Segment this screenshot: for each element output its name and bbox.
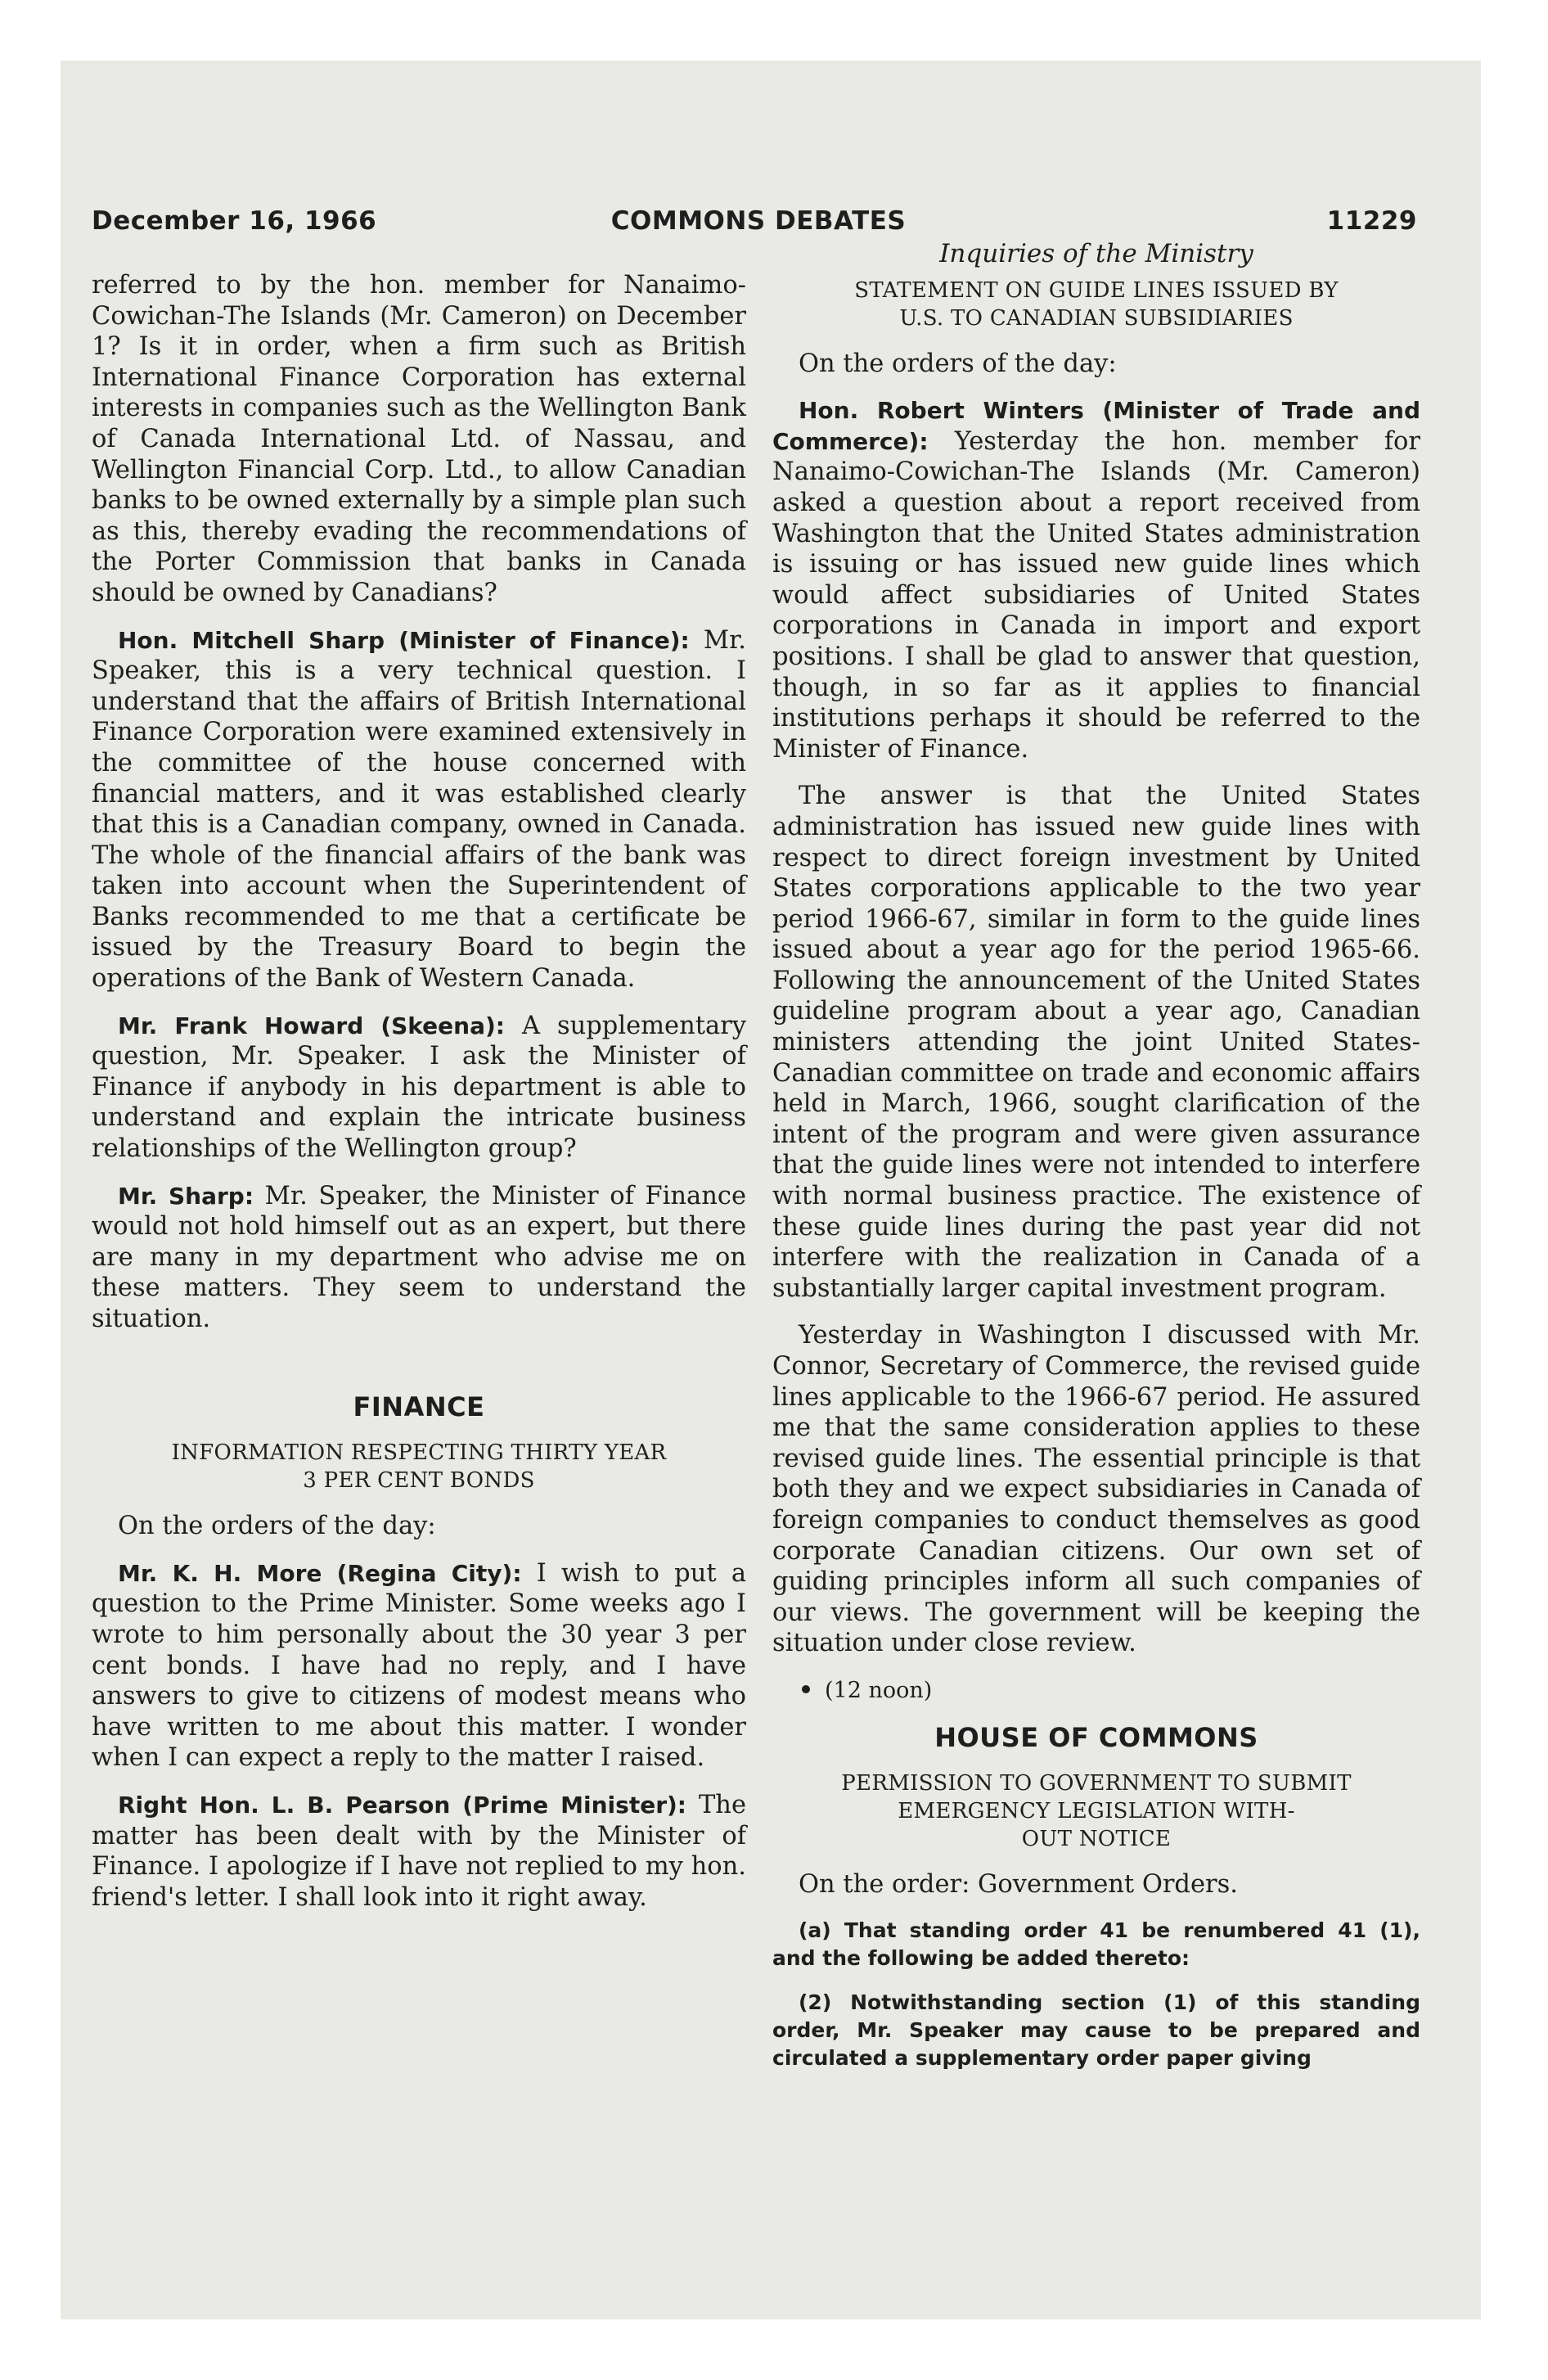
speaker-name: Hon. Mitchell Sharp (Minister of Finance): xyxy=(118,626,690,654)
subtitle-line: INFORMATION RESPECTING THIRTY YEAR xyxy=(171,1440,667,1466)
header-date: December 16, 1966 xyxy=(92,206,377,236)
orders-of-day: On the orders of the day: xyxy=(118,1512,436,1541)
noon-label: (12 noon) xyxy=(825,1677,933,1703)
speech-text: Mr. Speaker, the Minister of Finance would not hold himself out as an expert, but there are many in my department who advise me on these matters. They seem to understand the situation. xyxy=(92,1181,747,1333)
subtitle-line: EMERGENCY LEGISLATION WITH- xyxy=(898,1799,1295,1824)
subtitle-line: PERMISSION TO GOVERNMENT TO SUBMIT xyxy=(841,1771,1352,1796)
paragraph xyxy=(92,1181,746,1335)
speech-text: I wish to put a question to the Prime Minister. Some weeks ago I wrote to him personally about the 30 year 3 per cent bonds. I have had no reply, and I have answers to give to citizens of modest means who have written to me about this matter. I wonder when I can expect a reply to the matter I raised. xyxy=(92,1558,746,1773)
subtitle-line: STATEMENT ON GUIDE LINES ISSUED BY xyxy=(854,277,1339,303)
bullet-icon xyxy=(802,1685,810,1693)
paragraph: The answer is that the United States administration has issued new guide lines with respect to direct foreign investment by United States corporations applicable to the two year period 1966-67, similar in form to the guide lines issued about a year ago for the period 1965-66. Following the announcement of the United States guideline program about a year ago, Canadian ministers attending the joint United States-Canadian committee on trade and economic affairs held in March, 1966, sought clarification of the intent of the program and were given assurance that the guide lines were not intended to interfere with normal business practice. The existence of these guide lines during the past year did not interfere with the realization in Canada of a substantially larger capital investment program. xyxy=(772,782,1420,1303)
right-column xyxy=(772,239,1420,2089)
speech-text: Mr. Speaker, this is a very technical question. I understand that the affairs of British International Finance Corporation were examined extensively in the committee of the house concerned with financial matters, and it was established clearly that this is a Canadian company, owned in Canada. The whole of the financial affairs of the bank was taken into account when the Superintendent of Banks recommended to me that a certificate be issued by the Treasury Board to begin the operations of the Bank of Western Canada. xyxy=(92,625,746,994)
speaker-name: Mr. Sharp: xyxy=(118,1182,254,1210)
section-subtitle xyxy=(772,1769,1420,1853)
paragraph xyxy=(92,1558,746,1774)
speaker-name: Right Hon. L. B. Pearson (Prime Minister): xyxy=(118,1791,686,1819)
paragraph xyxy=(92,1790,746,1913)
section-title: HOUSE OF COMMONS xyxy=(934,1721,1258,1753)
paragraph xyxy=(772,395,1420,764)
speaker-name: Mr. Frank Howard (Skeena): xyxy=(118,1012,505,1039)
motion-text: (2) Notwithstanding section (1) of this standing order, Mr. Speaker may cause to be prepared and circulated a supplementary order paper giving xyxy=(772,1990,1420,2070)
speech-text: Yesterday the hon. member for Nanaimo-Cowichan-The Islands (Mr. Cameron) asked a question about a report received from Washington that the United States administration is issuing or has issued new guide lines which would affect subsidiaries of United States corporations in Canada in import and export positions. I shall be glad to answer that question, though, in so far as it applies to financial institutions perhaps it should be referred to the Minister of Finance. xyxy=(772,426,1420,764)
page-header xyxy=(92,206,1425,242)
page-number: 11229 xyxy=(1326,206,1417,236)
speech-text: A supplementary question, Mr. Speaker. I ask the Minister of Finance if anybody in his department is able to understand and explain the intricate business relationships of the Wellington group? xyxy=(92,1011,746,1164)
paragraph: referred to by the hon. member for Nanaimo-Cowichan-The Islands (Mr. Cameron) on December 1? Is it in order, when a firm such as British International Finance Corporation has external interests in companies such as the Wellington Bank of Canada International Ltd. of Nassau, and Wellington Financial Corp. Ltd., to allow Canadian banks to be owned externally by a simple plan such as this, thereby evading the recommendations of the Porter Commission that banks in Canada should be owned by Canadians? xyxy=(92,271,746,607)
paragraph xyxy=(92,1011,746,1165)
section-subtitle xyxy=(772,277,1420,332)
subtitle-line: OUT NOTICE xyxy=(1021,1827,1172,1852)
paragraph xyxy=(92,625,746,994)
speech-text: The matter has been dealt with by the Minister of Finance. I apologize if I have not replied to my hon. friend's letter. I shall look into it right away. xyxy=(92,1790,746,1912)
motion-text: (a) That standing order 41 be renumbered 41 (1), and the following be added thereto: xyxy=(772,1918,1420,1970)
speaker-name: Mr. K. H. More (Regina City): xyxy=(118,1559,522,1587)
orders-of-day: On the orders of the day: xyxy=(799,349,1117,378)
time-marker xyxy=(772,1675,1420,1706)
subtitle-line: U.S. TO CANADIAN SUBSIDIARIES xyxy=(899,305,1294,331)
running-head: Inquiries of the Ministry xyxy=(939,239,1253,268)
left-column xyxy=(92,270,746,1929)
speaker-name: Hon. Robert Winters (Minister of Trade and Commerce): xyxy=(772,397,1420,455)
section-title: FINANCE xyxy=(353,1391,485,1422)
subtitle-line: 3 PER CENT BONDS xyxy=(303,1468,535,1494)
paragraph: Yesterday in Washington I discussed with Mr. Connor, Secretary of Commerce, the revised guide lines applicable to the 1966-67 period. He assured me that the same consideration applies to these revised guide lines. The essential principle is that both they and we expect subsidiaries in Canada of foreign companies to conduct themselves as good corporate Canadian citizens. Our own set of guiding principles inform all such companies of our views. The government will be keeping the situation under close review. xyxy=(772,1321,1420,1658)
order-line: On the order: Government Orders. xyxy=(799,1870,1238,1900)
header-title: COMMONS DEBATES xyxy=(610,206,907,236)
section-subtitle xyxy=(92,1439,746,1494)
